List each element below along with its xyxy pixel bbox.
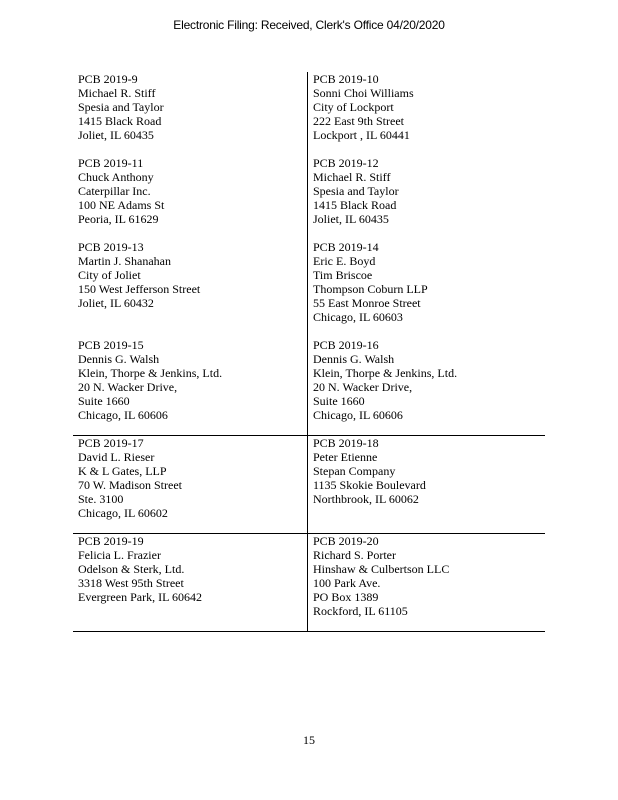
table-row: [73, 338, 545, 436]
address-line: Peoria, IL 61629: [78, 212, 159, 226]
page-number: 15: [303, 733, 315, 747]
address-line: Eric E. Boyd: [313, 254, 376, 268]
address-line: Chuck Anthony: [78, 170, 154, 184]
address-line: Odelson & Sterk, Ltd.: [78, 562, 185, 576]
address-line: Michael R. Stiff: [313, 170, 391, 184]
address-line: 1135 Skokie Boulevard: [313, 478, 426, 492]
address-line: David L. Rieser: [78, 450, 155, 464]
address-line: 55 East Monroe Street: [313, 296, 421, 310]
address-line: Michael R. Stiff: [78, 86, 156, 100]
address-line: Tim Briscoe: [313, 268, 373, 282]
address-line: Thompson Coburn LLP: [313, 282, 428, 296]
case-number: PCB 2019-11: [78, 156, 144, 170]
address-line: City of Lockport: [313, 100, 394, 114]
service-list-table: [73, 72, 545, 632]
address-line: 20 N. Wacker Drive,: [313, 380, 413, 394]
address-line: Suite 1660: [78, 394, 130, 408]
address-line: City of Joliet: [78, 268, 141, 282]
service-entry: [73, 240, 308, 338]
table-row: [73, 156, 545, 240]
address-line: Stepan Company: [313, 464, 396, 478]
case-number: PCB 2019-20: [313, 534, 379, 548]
address-line: Lockport , IL 60441: [313, 128, 410, 142]
address-line: 20 N. Wacker Drive,: [78, 380, 178, 394]
service-entry: [308, 436, 545, 533]
address-line: 1415 Black Road: [78, 114, 162, 128]
address-line: Chicago, IL 60602: [78, 506, 168, 520]
case-number: PCB 2019-14: [313, 240, 379, 254]
service-entry: [73, 338, 308, 435]
address-line: Hinshaw & Culbertson LLC: [313, 562, 450, 576]
address-line: Felicia L. Frazier: [78, 548, 161, 562]
electronic-filing-stamp: Electronic Filing: Received, Clerk's Office 04/20/2020: [173, 18, 445, 32]
address-line: Martin J. Shanahan: [78, 254, 171, 268]
address-line: Richard S. Porter: [313, 548, 396, 562]
address-line: Spesia and Taylor: [313, 184, 399, 198]
case-number: PCB 2019-12: [313, 156, 379, 170]
address-line: 1415 Black Road: [313, 198, 397, 212]
address-line: 3318 West 95th Street: [78, 576, 184, 590]
case-number: PCB 2019-15: [78, 338, 144, 352]
address-line: Joliet, IL 60432: [78, 296, 154, 310]
address-line: Spesia and Taylor: [78, 100, 164, 114]
address-line: Joliet, IL 60435: [313, 212, 389, 226]
case-number: PCB 2019-9: [78, 72, 138, 86]
table-row: [73, 436, 545, 534]
address-line: 222 East 9th Street: [313, 114, 404, 128]
address-line: Dennis G. Walsh: [313, 352, 395, 366]
address-line: Sonni Choi Williams: [313, 86, 414, 100]
table-row: [73, 534, 545, 632]
address-line: Dennis G. Walsh: [78, 352, 160, 366]
service-entry: [308, 534, 545, 631]
table-row: [73, 240, 545, 338]
case-number: PCB 2019-19: [78, 534, 144, 548]
service-entry: [308, 72, 545, 156]
address-line: Caterpillar Inc.: [78, 184, 151, 198]
address-line: Ste. 3100: [78, 492, 124, 506]
case-number: PCB 2019-16: [313, 338, 379, 352]
service-entry: [308, 338, 545, 435]
address-line: Peter Etienne: [313, 450, 378, 464]
address-line: K & L Gates, LLP: [78, 464, 167, 478]
case-number: PCB 2019-10: [313, 72, 379, 86]
address-line: Chicago, IL 60606: [313, 408, 403, 422]
case-number: PCB 2019-17: [78, 436, 144, 450]
address-line: Suite 1660: [313, 394, 365, 408]
address-line: 70 W. Madison Street: [78, 478, 182, 492]
address-line: Northbrook, IL 60062: [313, 492, 419, 506]
address-line: PO Box 1389: [313, 590, 379, 604]
address-line: Joliet, IL 60435: [78, 128, 154, 142]
address-line: 100 NE Adams St: [78, 198, 165, 212]
service-entry: [73, 436, 308, 533]
service-entry: [73, 72, 308, 156]
address-line: 100 Park Ave.: [313, 576, 381, 590]
address-line: Evergreen Park, IL 60642: [78, 590, 202, 604]
address-line: Rockford, IL 61105: [313, 604, 408, 618]
address-line: 150 West Jefferson Street: [78, 282, 201, 296]
case-number: PCB 2019-13: [78, 240, 144, 254]
address-line: Chicago, IL 60606: [78, 408, 168, 422]
table-row: [73, 72, 545, 156]
service-entry: [308, 240, 545, 338]
service-entry: [73, 156, 308, 240]
service-entry: [73, 534, 308, 631]
address-line: Chicago, IL 60603: [313, 310, 403, 324]
address-line: Klein, Thorpe & Jenkins, Ltd.: [313, 366, 458, 380]
case-number: PCB 2019-18: [313, 436, 379, 450]
service-entry: [308, 156, 545, 240]
address-line: Klein, Thorpe & Jenkins, Ltd.: [78, 366, 223, 380]
